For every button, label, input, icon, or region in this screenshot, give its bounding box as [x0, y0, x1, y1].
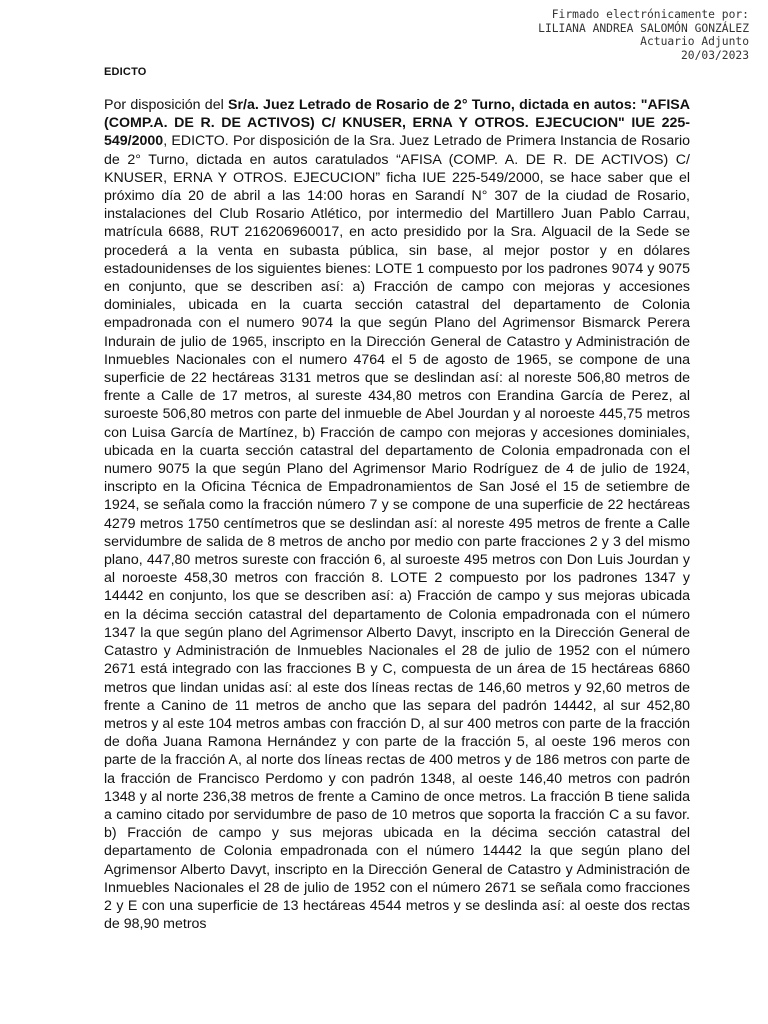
body-intro-court-case: Sr/a. Juez Letrado de Rosario de 2° Turno, dictada en autos: "AFISA (COMP.A. DE R. DE ACTIVOS) C/ KNUSER, ERNA Y OTROS. EJECUCION" IUE 225-549/2000	[104, 97, 691, 150]
document-heading: EDICTO	[104, 66, 147, 78]
signature-signed-by-label: Firmado electrónicamente por:	[551, 8, 749, 21]
body-intro-prefix: Por disposición del	[104, 97, 229, 113]
signature-signer-role: Actuario Adjunto	[640, 35, 749, 49]
signature-signer-name: LILIANA ANDREA SALOMÓN GONZÁLEZ	[538, 21, 749, 35]
body-main-text: , EDICTO. Por disposición de la Sra. Juez Letrado de Primera Instancia de Rosario de 2° Turno, dictada en autos caratulados “AFISA (COMP. A. DE R. DE ACTIVOS) C/ KNUSER, ERNA Y OTROS. EJECUCION” ficha IUE 225-549/2000, se hace saber que el próximo día 20 de abril a las 14:00 horas en Sarandí N° 307 de la ciudad de Rosario, instalaciones del Club Rosario Atlético, por intermedio del Martillero Juan Pablo Carrau, matrícula 6688, RUT 216206960017, en acto presidido por la Sra. Alguacil de la Sede se procederá a la venta en subasta pública, sin base, al mejor postor y en dólares estadounidenses de los siguientes bienes: LOTE 1 compuesto por los padrones 9074 y 9075 en conjunto, que se describen así: a) Fracción de campo con mejoras y accesiones dominiales, ubicada en la cuarta sección catastral del departamento de Colonia empadronada con el numero 9074 la que según Plano del Agrimensor Bismarck Perera Indurain de julio de 1965, inscripto en la Dirección General de Catastro y Administración de Inmuebles Nacionales con el numero 4764 el 5 de agosto de 1965, se compone de una superficie de 22 hectáreas 3131 metros que se deslindan así: al noreste 506,80 metros de frente a Calle de 17 metros, al sureste 434,80 metros con Erandina García de Perez, al suroeste 506,80 metros con parte del inmueble de Abel Jourdan y al noroeste 445,75 metros con Luisa García de Martínez, b) Fracción de campo con mejoras y accesiones dominiales, ubicada en la cuarta sección catastral del departamento de Colonia empadronada con el numero 9075 la que según Plano del Agrimensor Mario Rodríguez de 4 de julio de 1924, inscripto en la Oficina Técnica de Empadronamientos de San José el 15 de setiembre de 1924, se señala como la fracción número 7 y se compone de una superficie de 22 hectáreas 4279 metros 1750 centímetros que se deslindan así: al noreste 495 metros de frente a Calle servidumbre de salida de 8 metros de ancho por medio con parte fracciones 2 y 3 del mismo plano, 447,80 metros sureste con fracción 6, al suroeste 495 metros con Don Luis Jourdan y al noroeste 458,30 metros con fracción 8. LOTE 2 compuesto por los padrones 1347 y 14442 en conjunto, los que se describen así: a) Fracción de campo y sus mejoras ubicada en la décima sección catastral del departamento de Colonia empadronada con el número 1347 la que según plano del Agrimensor Alberto Davyt, inscripto en la Dirección General de Catastro y Administración de Inmuebles Nacionales el 28 de julio de 1952 con el número 2671 está integrado con las fracciones B y C, compuesta de un área de 15 hectáreas 6860 metros que lindan unidas así: al este dos líneas rectas de 146,60 metros y 92,60 metros de frente a Canino de 11 metros de ancho que las separa del padrón 14442, al sur 452,80 metros y al este 104 metros ambas con fracción D, al sur 400 metros con parte de la fracción de doña Juana Ramona Hernández y con parte de la fracción 5, al oeste 196 meros con parte de la fracción A, al norte dos líneas rectas de 400 metros y de 186 metros con parte de la fracción de Francisco Perdomo y con padrón 1348, al oeste 146,40 metros con padrón 1348 y al norte 236,38 metros de frente a Camino de once metros. La fracción B tiene salida a camino citado por servidumbre de paso de 10 metros que soporta la fracción C a su favor. b) Fracción de campo y sus mejoras ubicada en la décima sección catastral del departamento de Colonia empadronada con el número 14442 la que según plano del Agrimensor Alberto Davyt, inscripto en la Dirección General de Catastro y Administración de Inmuebles Nacionales el 28 de julio de 1952 con el número 2671 se señala como fracciones 2 y E con una superficie de 13 hectáreas 4544 metros y se deslinda así: al oeste dos rectas de 98,90 metros	[104, 133, 690, 933]
edict-body-paragraph	[104, 96, 690, 933]
electronic-signature-stamp	[538, 8, 749, 62]
signature-date: 20/03/2023	[680, 48, 749, 62]
